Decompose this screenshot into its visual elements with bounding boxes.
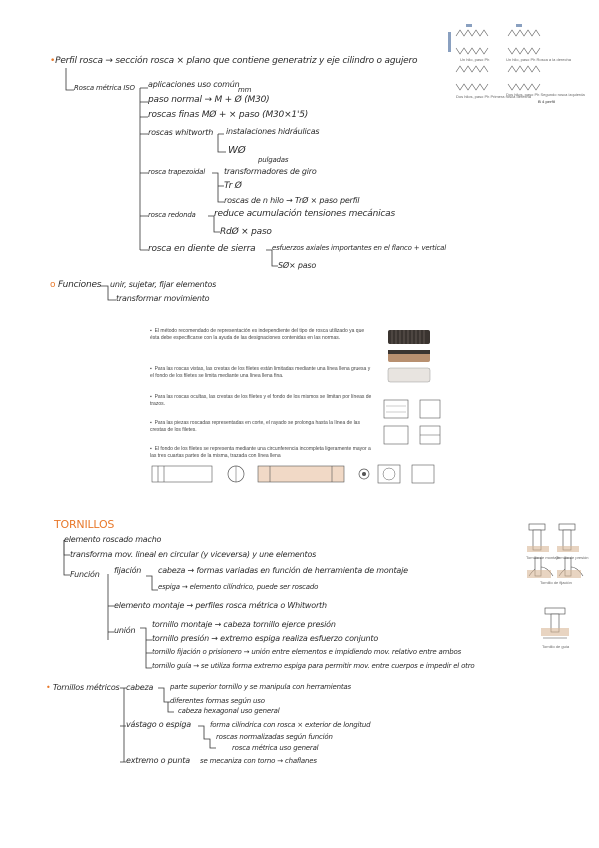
metricos-c3: cabeza hexagonal uso general (178, 707, 280, 715)
thread-section-strip (150, 462, 440, 488)
metricos-v1: forma cilíndrica con rosca × exterior de longitud (210, 721, 371, 729)
metricos-extremo: extremo o punta (126, 756, 190, 765)
caption-guia: Tornillo de guía (542, 644, 570, 649)
transformadores-text: transformadores de giro (224, 167, 317, 176)
caption-fijacion: Tornillo de fijación (540, 580, 572, 585)
espiga-text: espiga → elemento cilíndrico, puede ser roscado (158, 583, 319, 591)
roscas-hilo-text: roscas de n hilo → TrØ × paso perfil (224, 196, 360, 205)
diente-text: rosca en diente de sierra (148, 244, 256, 254)
caption-presion: Tornillo de presión (556, 555, 589, 560)
cabeza-text: cabeza → formas variadas en función de herramienta de montaje (158, 566, 408, 575)
rosca-metrica-label: Rosca métrica ISO (74, 84, 135, 92)
trapezoidal-text: rosca trapezoidal (148, 168, 206, 176)
mm-text: mm (238, 86, 252, 94)
so-text: SØ× paso (278, 261, 317, 270)
pulgadas-text: pulgadas (258, 156, 289, 164)
aplicaciones-text: aplicaciones uso común (148, 80, 240, 89)
union-label: unión (114, 626, 136, 635)
thread-profile-figure: Un hilo, paso Ph Un hilo, paso Ph Rosca a la derecha Dos hilos, paso Ph Primera rosca derecha Dos hilos, paso Ph Segundo rosca izquierda B 4 perfil (446, 22, 558, 104)
union-4: tornillo guía → se utiliza forma extremo espiga para permitir mov. entre cuerpos e impedir el otro (152, 662, 475, 670)
roscas-finas-text: roscas finas MØ + × paso (M30×1'5) (148, 110, 309, 120)
whitworth-text: roscas whitworth (148, 128, 214, 137)
tornillos-e1: elemento roscado macho (64, 535, 162, 544)
wo-text: WØ (228, 145, 246, 156)
caption-montaje: Tornillo de montaje (526, 555, 560, 560)
esfuerzos-text: esfuerzos axiales importantes en el flanco + vertical (272, 244, 446, 252)
metricos-e1: se mecaniza con torno → chaflanes (200, 757, 317, 765)
union-2: tornillo presión → extremo espiga realiza esfuerzo conjunto (152, 634, 379, 643)
funcion-label: Función (70, 570, 100, 579)
montaje-text: elemento montaje → perfiles rosca métrica o Whitworth (114, 601, 327, 610)
metricos-c2: diferentes formas según uso (170, 697, 265, 705)
metricos-cabeza: cabeza (126, 683, 154, 692)
metricos-v2: roscas normalizadas según función (216, 733, 333, 741)
perfil-rosca-line: •Perfil rosca → sección rosca × plano que contiene generatriz y eje cilindro o agujero (50, 56, 418, 66)
funciones-item-1: unir, sujetar, fijar elementos (110, 280, 217, 289)
reduce-text: reduce acumulación tensiones mecánicas (214, 209, 395, 219)
tornillos-title: TORNILLOS (54, 518, 115, 531)
union-3: tornillo fijación o prisionero → unión entre elementos e impidiendo mov. relativo entre ambos (152, 648, 462, 656)
rule-paragraph-3: ▪ Para las roscas ocultas, las crestas de los filetes y el fondo de los mismos se limitan por líneas de trazos. (150, 394, 372, 407)
fijacion-label: fijación (114, 566, 142, 575)
union-1: tornillo montaje → cabeza tornillo ejerce presión (152, 620, 336, 629)
redonda-text: rosca redonda (148, 211, 196, 219)
rd-text: RdØ × paso (220, 227, 272, 237)
metricos-v3: rosca métrica uso general (232, 744, 319, 752)
tornillos-e2: transforma mov. lineal en circular (y viceversa) y une elementos (70, 550, 317, 559)
metricos-vastago: vástago o espiga (126, 720, 191, 729)
funciones-item-2: transformar movimiento (116, 294, 210, 303)
rule-paragraph-2: ▪ Para las roscas vistas, las crestas de los filetes están limitadas mediante una línea llena gruesa y el fondo de los filetes se limita mediante una línea llena fina. (150, 366, 371, 379)
instalaciones-text: instalaciones hidráulicas (226, 127, 320, 136)
paso-normal-text: paso normal → M + Ø (M30) (148, 95, 270, 105)
rule-paragraph-1: ▪ El método recomendado de representación es independiente del tipo de rosca utilizado ya que ésta debe especificarse con la ayuda de las designaciones contenidas en las normas. (150, 328, 365, 341)
rule-paragraph-4: ▪ Para las piezas roscadas representadas en corte, el rayado se prolonga hasta la línea de las crestas de los filetes. (150, 420, 360, 433)
tr-text: Tr Ø (224, 181, 242, 191)
rule-paragraph-5: ▪ El fondo de los filetes se representa mediante una circunferencia incompleta ligeramente mayor a las tres cuartas partes de la misma, trazada con línea llena (150, 446, 371, 459)
metricos-title: • Tornillos métricos (46, 683, 120, 692)
funciones-title: o Funciones (50, 280, 102, 290)
metricos-c1: parte superior tornillo y se manipula con herramientas (170, 683, 351, 691)
